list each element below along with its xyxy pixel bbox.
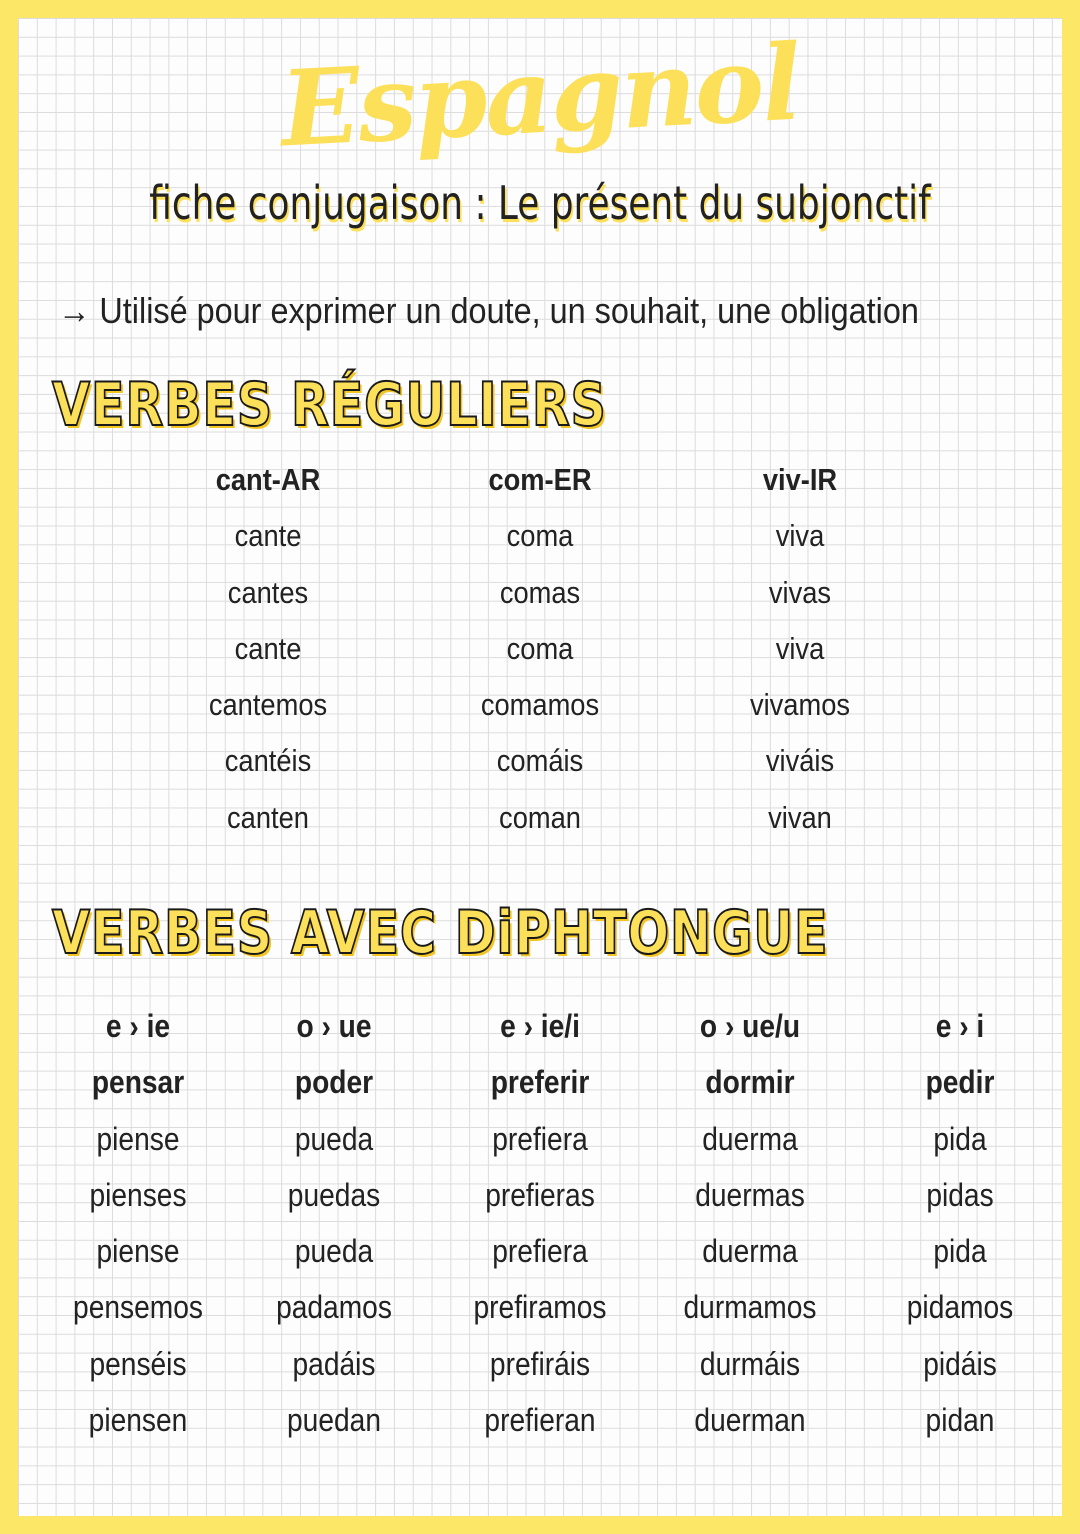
verb-form: viváis <box>765 743 835 779</box>
vowel-change: o › ue <box>296 1008 372 1044</box>
verb-form: viva <box>775 518 825 554</box>
verb-form: cantemos <box>208 687 328 723</box>
verb-form: prefiramos <box>473 1289 607 1326</box>
worksheet <box>18 18 1062 1516</box>
verb-form: pueda <box>294 1233 374 1270</box>
verb-form: canten <box>227 799 309 835</box>
verb-form: comas <box>499 574 581 610</box>
verb-form: prefiera <box>492 1120 588 1157</box>
verb-form: prefiera <box>492 1233 588 1270</box>
verb-form: piense <box>96 1120 180 1157</box>
column-header: com-ER <box>488 462 592 497</box>
verb-form: padamos <box>276 1289 392 1326</box>
verb-form: puedan <box>287 1402 381 1439</box>
verb-form: puedas <box>287 1176 381 1213</box>
verb-form: duermas <box>695 1176 805 1213</box>
vowel-change: o › ue/u <box>699 1008 801 1044</box>
verb-form: vivan <box>768 799 832 835</box>
verb-form: durmamos <box>683 1289 817 1326</box>
vowel-change: e › ie/i <box>500 1008 580 1044</box>
verb-form: durmáis <box>699 1345 801 1382</box>
verb-form: coma <box>506 518 574 554</box>
verb-form: vivas <box>768 574 832 610</box>
verb-form: cantes <box>227 574 309 610</box>
verb-form: prefieras <box>485 1176 595 1213</box>
verb-form: prefieran <box>484 1402 596 1439</box>
page-title: Espagnol <box>277 20 803 171</box>
regular-column-ir <box>720 452 880 846</box>
verb-form: duerma <box>702 1120 798 1157</box>
infinitive: pensar <box>91 1064 185 1101</box>
verb-form: piensen <box>88 1402 188 1439</box>
verb-form: piense <box>96 1233 180 1270</box>
verb-form: pidáis <box>923 1345 997 1382</box>
diphthong-column-e-ie-i <box>460 998 620 1448</box>
verb-form: pidan <box>925 1402 995 1439</box>
verb-form: pida <box>933 1120 987 1157</box>
verb-form: prefiráis <box>489 1345 591 1382</box>
verb-form: vivamos <box>749 687 851 723</box>
diphthong-column-e-ie <box>58 998 218 1448</box>
infinitive: preferir <box>490 1064 590 1101</box>
verb-form: coman <box>499 799 581 835</box>
infinitive: dormir <box>705 1064 795 1101</box>
infinitive: pedir <box>925 1064 995 1101</box>
verb-form: pueda <box>294 1120 374 1157</box>
verb-form: comáis <box>496 743 584 779</box>
page-subtitle: fiche conjugaison : Le présent du subjonctif <box>149 176 931 230</box>
verb-form: pienses <box>89 1176 187 1213</box>
verb-form: cantéis <box>224 743 312 779</box>
verb-form: penséis <box>89 1345 187 1382</box>
diphthong-column-o-ue-u <box>670 998 830 1448</box>
section-title-diphthong: VERBES AVEC DiPHTONGUE <box>52 898 829 968</box>
verb-form: duerma <box>702 1233 798 1270</box>
vowel-change: e › i <box>935 1008 985 1044</box>
column-header: viv-IR <box>762 462 838 497</box>
verb-form: comamos <box>480 687 600 723</box>
usage-text: Utilisé pour exprimer un doute, un souhait, une obligation <box>99 290 919 331</box>
verb-form: pidamos <box>906 1289 1014 1326</box>
regular-column-ar <box>188 452 348 846</box>
arrow-icon: → <box>58 290 91 331</box>
column-header: cant-AR <box>215 462 321 497</box>
diphthong-column-e-i <box>880 998 1040 1448</box>
diphthong-column-o-ue <box>254 998 414 1448</box>
regular-column-er <box>460 452 620 846</box>
verb-form: pidas <box>926 1176 994 1213</box>
usage-note <box>58 290 919 332</box>
verb-form: cante <box>234 518 302 554</box>
section-title-regular: VERBES RÉGULIERS <box>52 370 607 440</box>
verb-form: pida <box>933 1233 987 1270</box>
verb-form: viva <box>775 630 825 666</box>
vowel-change: e › ie <box>105 1008 171 1044</box>
infinitive: poder <box>294 1064 374 1101</box>
verb-form: padáis <box>292 1345 376 1382</box>
verb-form: coma <box>506 630 574 666</box>
verb-form: cante <box>234 630 302 666</box>
verb-form: pensemos <box>73 1289 203 1326</box>
verb-form: duerman <box>694 1402 806 1439</box>
